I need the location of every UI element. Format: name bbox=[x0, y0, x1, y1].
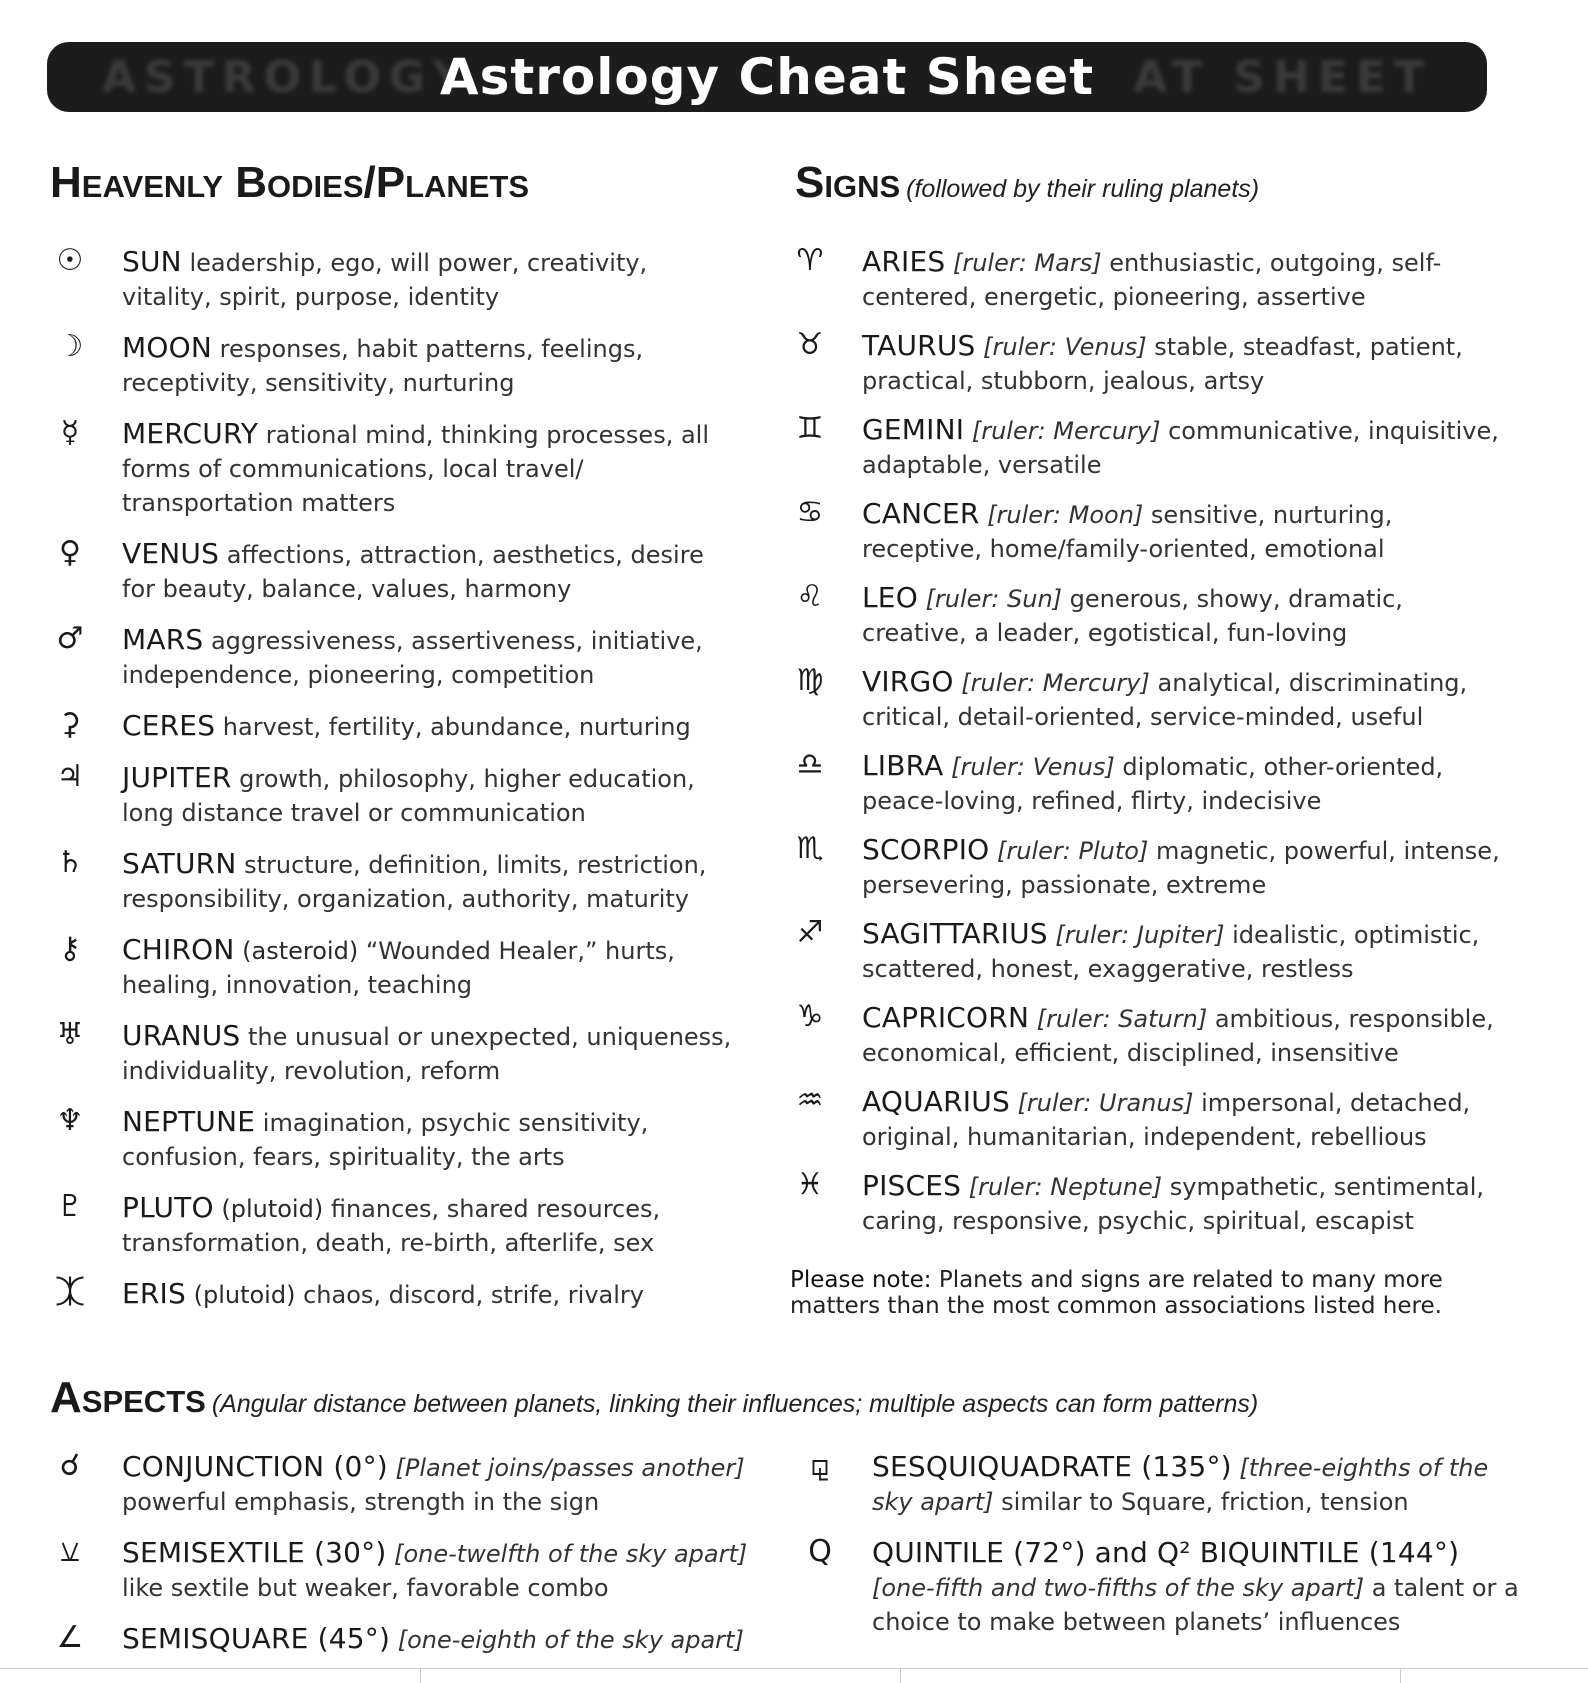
sign-entry bbox=[790, 413, 1510, 482]
planet-entry bbox=[50, 709, 740, 744]
entry-name: GEMINI bbox=[862, 413, 965, 446]
mars-icon: ♂ bbox=[56, 621, 84, 656]
entry-description: stable, steadfast, patient, practical, stubborn, jealous, artsy bbox=[862, 333, 1463, 395]
entry-description: similar to Square, friction, tension bbox=[993, 1488, 1409, 1516]
planet-entry bbox=[50, 245, 740, 314]
entry-description: communicative, inquisitive, adaptable, versatile bbox=[862, 417, 1499, 479]
chiron-icon: ⚷ bbox=[59, 931, 81, 966]
planet-entry bbox=[50, 623, 740, 692]
entry-description: diplomatic, other-oriented, peace-loving, refined, flirty, indecisive bbox=[862, 753, 1444, 815]
entry-name: LIBRA bbox=[862, 749, 944, 782]
entry-description: powerful emphasis, strength in the sign bbox=[122, 1488, 600, 1516]
banner-ghost-left: ASTROLOGY bbox=[102, 51, 472, 103]
aquarius-icon: ♒ bbox=[796, 1083, 824, 1118]
uranus-icon: ♅ bbox=[56, 1017, 84, 1052]
entry-description: magnetic, powerful, intense, persevering, passionate, extreme bbox=[862, 837, 1500, 899]
aspect-entry bbox=[800, 1536, 1520, 1639]
entry-ruler: [ruler: Mercury] bbox=[953, 669, 1150, 697]
sign-entry bbox=[790, 1169, 1510, 1238]
aspects-left-list bbox=[50, 1450, 790, 1674]
aspect-entry bbox=[50, 1536, 790, 1605]
sagittarius-icon: ♐ bbox=[796, 915, 824, 950]
gemini-icon: ♊ bbox=[796, 411, 824, 446]
bottom-tick bbox=[900, 1668, 901, 1683]
ceres-icon: ⚳ bbox=[59, 707, 81, 742]
sign-entry bbox=[790, 665, 1510, 734]
planet-entry bbox=[50, 1019, 740, 1088]
signs-heading-text: Signs bbox=[795, 158, 901, 207]
planet-entry bbox=[50, 1191, 740, 1260]
entry-ruler: [three-eighths of the sky apart] bbox=[872, 1454, 1489, 1516]
pluto-icon: ♇ bbox=[56, 1189, 84, 1224]
entry-ruler: [ruler: Mars] bbox=[945, 249, 1102, 277]
eris-icon: ⯰ bbox=[54, 1275, 86, 1310]
aspect-entry bbox=[50, 1622, 790, 1657]
entry-description: impersonal, detached, original, humanitarian, independent, rebellious bbox=[862, 1089, 1471, 1151]
entry-name: ARIES bbox=[862, 245, 946, 278]
entry-description: harvest, fertility, abundance, nurturing bbox=[215, 713, 691, 741]
planet-entry bbox=[50, 761, 740, 830]
quintile-icon: Q bbox=[808, 1534, 832, 1569]
bottom-tick bbox=[420, 1668, 421, 1683]
conjunction-icon: ☌ bbox=[59, 1448, 81, 1483]
saturn-icon: ♄ bbox=[56, 845, 84, 880]
entry-name: PISCES bbox=[862, 1169, 962, 1202]
entry-ruler: [one-twelfth of the sky apart] bbox=[386, 1540, 748, 1568]
aspects-heading-text: Aspects bbox=[50, 1373, 206, 1422]
entry-description: like sextile but weaker, favorable combo bbox=[122, 1574, 609, 1602]
page-title: Astrology Cheat Sheet bbox=[439, 48, 1095, 106]
entry-description: affections, attraction, aesthetics, desire for beauty, balance, values, harmony bbox=[122, 541, 704, 603]
semisextile-icon: ⚺ bbox=[60, 1534, 80, 1569]
entry-description: “Wounded Healer,” hurts, healing, innovation, teaching bbox=[122, 937, 675, 999]
entry-ruler: [ruler: Pluto] bbox=[989, 837, 1149, 865]
entry-name: ERIS bbox=[122, 1277, 186, 1310]
planet-entry bbox=[50, 1105, 740, 1174]
entry-name: QUINTILE (72°) and Q² BIQUINTILE (144°) bbox=[872, 1536, 1460, 1569]
venus-icon: ♀ bbox=[59, 535, 81, 570]
entry-name: LEO bbox=[862, 581, 918, 614]
planet-entry bbox=[50, 417, 740, 520]
note-text bbox=[790, 1267, 1490, 1319]
sign-entry bbox=[790, 1001, 1510, 1070]
aries-icon: ♈ bbox=[796, 243, 824, 278]
aspects-right-list bbox=[800, 1450, 1520, 1656]
aspect-entry bbox=[800, 1450, 1520, 1519]
entry-description: leadership, ego, will power, creativity, vitality, spirit, purpose, identity bbox=[122, 249, 648, 311]
entry-type: (plutoid) bbox=[213, 1195, 324, 1223]
sign-entry bbox=[790, 917, 1510, 986]
entry-description: imagination, psychic sensitivity, confusion, fears, spirituality, the arts bbox=[122, 1109, 649, 1171]
entry-ruler: [ruler: Venus] bbox=[943, 753, 1115, 781]
entry-description: the unusual or unexpected, uniqueness, individuality, revolution, reform bbox=[122, 1023, 732, 1085]
entry-name: SATURN bbox=[122, 847, 237, 880]
sign-entry bbox=[790, 581, 1510, 650]
entry-description: structure, definition, limits, restriction, responsibility, organization, authority, maturity bbox=[122, 851, 707, 913]
entry-ruler: [ruler: Moon] bbox=[979, 501, 1144, 529]
jupiter-icon: ♃ bbox=[56, 759, 84, 794]
scorpio-icon: ♏ bbox=[796, 831, 824, 866]
entry-description: finances, shared resources, transformation, death, re-birth, afterlife, sex bbox=[122, 1195, 661, 1257]
planets-heading bbox=[50, 158, 529, 208]
entry-ruler: [one-eighth of the sky apart] bbox=[390, 1626, 744, 1654]
entry-name: CHIRON bbox=[122, 933, 235, 966]
entry-description: sympathetic, sentimental, caring, responsive, psychic, spiritual, escapist bbox=[862, 1173, 1485, 1235]
planet-entry bbox=[50, 331, 740, 400]
entry-name: MERCURY bbox=[122, 417, 259, 450]
entry-ruler: [Planet joins/passes another] bbox=[387, 1454, 745, 1482]
entry-name: MARS bbox=[122, 623, 204, 656]
signs-subheading: (followed by their ruling planets) bbox=[906, 175, 1260, 203]
entry-name: JUPITER bbox=[122, 761, 232, 794]
note-body: Planets and signs are related to many more matters than the most common associations listed here. bbox=[790, 1267, 1443, 1319]
entry-description: rational mind, thinking processes, all forms of communications, local travel/ transportation matters bbox=[122, 421, 709, 517]
entry-name: URANUS bbox=[122, 1019, 241, 1052]
title-banner bbox=[47, 42, 1487, 112]
taurus-icon: ♉ bbox=[796, 327, 824, 362]
entry-type: (asteroid) bbox=[234, 937, 359, 965]
bottom-tick bbox=[1400, 1668, 1401, 1683]
planet-entry bbox=[50, 847, 740, 916]
libra-icon: ♎ bbox=[796, 747, 824, 782]
capricorn-icon: ♑ bbox=[796, 999, 824, 1034]
entry-description: analytical, discriminating, critical, detail-oriented, service-minded, useful bbox=[862, 669, 1468, 731]
signs-list bbox=[790, 245, 1510, 1253]
entry-name: TAURUS bbox=[862, 329, 976, 362]
sesquiquadrate-icon: ⚼ bbox=[809, 1448, 831, 1483]
entry-name: CERES bbox=[122, 709, 216, 742]
aspects-subheading: (Angular distance between planets, linking their influences; multiple aspects can form patterns) bbox=[211, 1390, 1259, 1418]
cancer-icon: ♋ bbox=[796, 495, 824, 530]
entry-name: CONJUNCTION (0°) bbox=[122, 1450, 388, 1483]
entry-name: SESQUIQUADRATE (135°) bbox=[872, 1450, 1232, 1483]
leo-icon: ♌ bbox=[796, 579, 824, 614]
entry-description: growth, philosophy, higher education, long distance travel or communication bbox=[122, 765, 695, 827]
entry-ruler: [ruler: Jupiter] bbox=[1047, 921, 1225, 949]
sign-entry bbox=[790, 329, 1510, 398]
moon-icon: ☽ bbox=[56, 329, 84, 364]
entry-ruler: [one-fifth and two-fifths of the sky apart] bbox=[872, 1574, 1365, 1602]
entry-type: (plutoid) bbox=[185, 1281, 296, 1309]
entry-name: CAPRICORN bbox=[862, 1001, 1030, 1034]
entry-name: AQUARIUS bbox=[862, 1085, 1010, 1118]
entry-description: enthusiastic, outgoing, self-centered, energetic, pioneering, assertive bbox=[862, 249, 1442, 311]
sign-entry bbox=[790, 833, 1510, 902]
entry-description: aggressiveness, assertiveness, initiative, independence, pioneering, competition bbox=[122, 627, 703, 689]
sign-entry bbox=[790, 245, 1510, 314]
planet-entry bbox=[50, 1277, 740, 1312]
sign-entry bbox=[790, 497, 1510, 566]
entry-ruler: [ruler: Uranus] bbox=[1009, 1089, 1194, 1117]
entry-description: a talent or a choice to make between planets’ influences bbox=[872, 1574, 1519, 1636]
planet-entry bbox=[50, 537, 740, 606]
entry-ruler: [ruler: Venus] bbox=[975, 333, 1147, 361]
entry-description: ambitious, responsible, economical, efficient, disciplined, insensitive bbox=[862, 1005, 1494, 1067]
aspect-entry bbox=[50, 1450, 790, 1519]
entry-name: CANCER bbox=[862, 497, 980, 530]
entry-ruler: [ruler: Mercury] bbox=[964, 417, 1161, 445]
entry-name: VENUS bbox=[122, 537, 220, 570]
entry-name: MOON bbox=[122, 331, 212, 364]
bottom-rule bbox=[0, 1668, 1588, 1669]
planets-list bbox=[50, 245, 740, 1329]
entry-description: chaos, discord, strife, rivalry bbox=[295, 1281, 644, 1309]
sun-icon: ☉ bbox=[56, 243, 84, 278]
mercury-icon: ☿ bbox=[60, 415, 80, 450]
entry-name: PLUTO bbox=[122, 1191, 214, 1224]
neptune-icon: ♆ bbox=[56, 1103, 84, 1138]
entry-description: sensitive, nurturing, receptive, home/family-oriented, emotional bbox=[862, 501, 1393, 563]
entry-name: SCORPIO bbox=[862, 833, 990, 866]
entry-name: VIRGO bbox=[862, 665, 954, 698]
entry-ruler: [ruler: Sun] bbox=[917, 585, 1063, 613]
note-label: Please note: bbox=[790, 1267, 932, 1293]
entry-description: idealistic, optimistic, scattered, honest, exaggerative, restless bbox=[862, 921, 1480, 983]
entry-description: generous, showy, dramatic, creative, a leader, egotistical, fun-loving bbox=[862, 585, 1403, 647]
planets-heading-text: Heavenly Bodies/Planets bbox=[50, 158, 530, 207]
sign-entry bbox=[790, 749, 1510, 818]
entry-name: NEPTUNE bbox=[122, 1105, 256, 1138]
signs-heading bbox=[795, 158, 1259, 208]
banner-ghost-right: AT SHEET bbox=[1133, 51, 1432, 103]
entry-description: responses, habit patterns, feelings, receptivity, sensitivity, nurturing bbox=[122, 335, 644, 397]
entry-name: SUN bbox=[122, 245, 182, 278]
aspects-heading bbox=[50, 1373, 1258, 1423]
sign-entry bbox=[790, 1085, 1510, 1154]
entry-name: SEMISEXTILE (30°) bbox=[122, 1536, 387, 1569]
entry-ruler: [ruler: Saturn] bbox=[1029, 1005, 1208, 1033]
virgo-icon: ♍ bbox=[796, 663, 824, 698]
planet-entry bbox=[50, 933, 740, 1002]
pisces-icon: ♓ bbox=[796, 1167, 824, 1202]
entry-ruler: [ruler: Neptune] bbox=[961, 1173, 1163, 1201]
entry-name: SEMISQUARE (45°) bbox=[122, 1622, 391, 1655]
entry-name: SAGITTARIUS bbox=[862, 917, 1048, 950]
semisquare-icon: ∠ bbox=[56, 1620, 84, 1655]
